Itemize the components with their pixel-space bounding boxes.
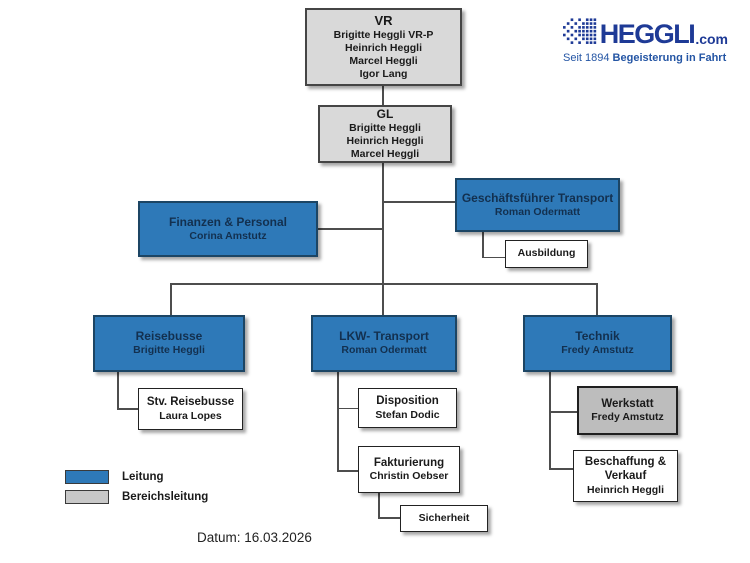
legend-item-leitung	[65, 470, 164, 484]
connector-ausbildung-elbow	[482, 257, 505, 259]
tagline-slogan: Begeisterung in Fahrt	[612, 52, 727, 64]
node-member: Laura Lopes	[159, 409, 222, 422]
logo-dot-matrix-icon	[563, 16, 598, 48]
node-title: Ausbildung	[517, 247, 576, 260]
node-member: Stefan Dodic	[375, 408, 440, 421]
node-member: Corina Amstutz	[189, 229, 267, 242]
node-member: Marcel Heggli	[349, 55, 418, 68]
connector-technik-drop	[549, 372, 551, 469]
connector-disposition-elbow	[337, 408, 358, 410]
node-member: Roman Odermatt	[494, 205, 581, 218]
node-title: LKW- Transport	[339, 329, 429, 344]
node-title: Technik	[575, 329, 620, 344]
connector-finanzen-trunk	[318, 228, 383, 230]
org-node-sicherheit	[400, 505, 488, 532]
node-member: Igor Lang	[359, 68, 408, 81]
node-member: Fredy Amstutz	[561, 344, 634, 357]
logo-tagline	[563, 52, 728, 64]
org-node-stv-reisebusse	[138, 388, 243, 430]
connector-beschaffung-elbow	[549, 468, 573, 470]
connector-vr-gl	[382, 86, 384, 105]
org-node-disposition	[358, 388, 457, 428]
node-title: Reisebusse	[135, 329, 203, 344]
node-member: Brigitte Heggli	[133, 344, 205, 357]
legend-label: Leitung	[122, 471, 164, 483]
legend-swatch-blue	[65, 470, 109, 484]
connector-gftransport-drop	[482, 232, 484, 258]
node-member: Heinrich Heggli	[586, 483, 664, 496]
node-title: GL	[376, 106, 394, 121]
node-member: Brigitte Heggli VR-P	[333, 28, 434, 41]
connector-rail-reisebusse	[170, 283, 172, 315]
node-member: Fredy Amstutz	[591, 411, 664, 424]
node-title: Fakturierung	[373, 456, 445, 469]
connector-gl-trunk	[382, 163, 384, 315]
node-title: Beschaffung & Verkauf	[584, 456, 667, 483]
node-member: Heinrich Heggli	[346, 134, 424, 147]
node-member: Brigitte Heggli	[349, 121, 421, 134]
connector-rail-technik	[596, 283, 598, 315]
org-node-lkw-transport	[311, 315, 457, 372]
legend-swatch-gray	[65, 490, 109, 504]
org-node-reisebusse	[93, 315, 245, 372]
connector-stv-elbow	[117, 408, 138, 410]
org-node-technik	[523, 315, 672, 372]
connector-werkstatt-elbow	[549, 411, 577, 413]
node-member: Marcel Heggli	[350, 148, 420, 161]
org-node-ausbildung	[505, 240, 588, 268]
org-node-fakturierung	[358, 446, 460, 493]
org-node-finanzen-personal	[138, 201, 318, 257]
node-title: Finanzen & Personal	[168, 214, 288, 229]
node-title: Disposition	[376, 395, 439, 408]
connector-sicherheit-elbow	[378, 517, 400, 519]
connector-rail	[170, 283, 597, 285]
connector-fakturierung-drop	[378, 493, 380, 518]
tagline-prefix: Seit 1894	[563, 52, 613, 64]
logo-brand-text: HEGGLI	[599, 19, 695, 49]
node-title: Stv. Reisebusse	[146, 396, 235, 409]
logo-tld-text: .com	[695, 31, 728, 48]
node-title: Werkstatt	[601, 397, 654, 410]
connector-lkw-drop	[337, 372, 339, 471]
node-title: Sicherheit	[418, 511, 470, 524]
org-node-vr	[305, 8, 462, 86]
legend-label: Bereichsleitung	[122, 491, 209, 503]
legend-item-bereichsleitung	[65, 490, 208, 504]
node-member: Christin Oebser	[369, 470, 449, 483]
connector-reisebusse-drop	[117, 372, 119, 409]
node-member: Heinrich Heggli	[344, 42, 422, 54]
connector-gl-gftransport	[383, 201, 455, 203]
connector-fakturierung-elbow	[337, 470, 358, 472]
org-node-geschaeftsfuehrer-transport	[455, 178, 620, 232]
node-title: VR	[374, 12, 393, 28]
org-node-beschaffung-verkauf	[573, 450, 678, 502]
node-member: Roman Odermatt	[341, 344, 427, 357]
org-node-werkstatt	[577, 386, 678, 435]
heggli-logo	[563, 16, 728, 64]
org-node-gl	[318, 105, 452, 163]
date-label: Datum: 16.03.2026	[197, 530, 312, 545]
node-title: Geschäftsführer Transport	[461, 190, 614, 205]
